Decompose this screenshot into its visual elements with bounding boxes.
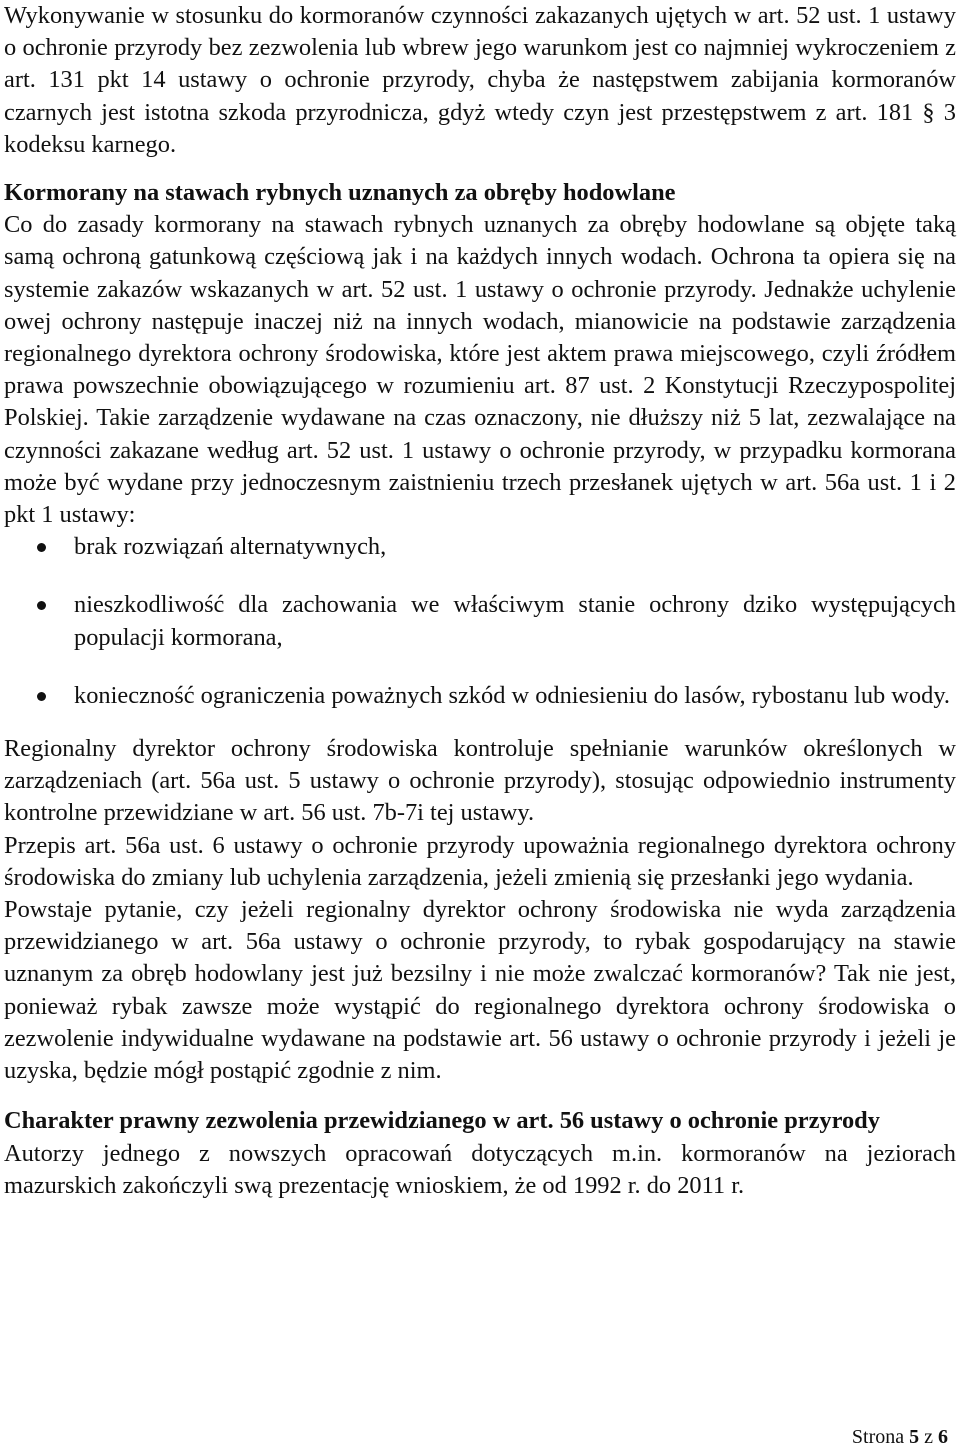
bullet-icon (37, 692, 46, 701)
list-item (4, 589, 956, 653)
list-item-text: konieczność ograniczenia poważnych szkód w odniesieniu do lasów, rybostanu lub wody. (74, 681, 951, 709)
list-item (4, 531, 956, 563)
section-heading-kormorany-stawy: Kormorany na stawach rybnych uznanych za obręby hodowlane (4, 179, 676, 207)
bullet-icon (37, 601, 46, 610)
document-page (4, 0, 956, 1202)
intro-paragraph: Wykonywanie w stosunku do kormoranów czynności zakazanych ujętych w art. 52 ust. 1 ustawy o ochronie przyrody bez zezwolenia lub wbrew jego warunkom jest co najmniej wykroczeniem z art. 131 pkt 14 ustawy o ochronie przyrody, chyba że następstwem zabijania kormoranów czarnych jest istotna szkoda przyrodnicza, gdyż wtedy czyn jest przestępstwem z art. 181 § 3 kodeksu karnego. (4, 2, 956, 158)
total-pages: 6 (938, 1426, 948, 1448)
list-item (4, 680, 956, 712)
page-number (852, 1424, 948, 1450)
conditions-list (4, 531, 956, 712)
page-separator: z (924, 1426, 933, 1448)
page-label: Strona (851, 1426, 905, 1448)
section2-paragraph: Autorzy jednego z nowszych opracowań dotyczących m.in. kormoranów na jeziorach mazurskich zakończyli swą prezentację wnioskiem, że od 1992 r. do 2011 r. (4, 1139, 956, 1199)
section1-paragraph-2: Regionalny dyrektor ochrony środowiska kontroluje spełnianie warunków określonych w zarządzeniach (art. 56a ust. 5 ustawy o ochronie przyrody), stosując odpowiednio instrumenty kontrolne przewidziane w art. 56 ust. 7b-7i tej ustawy. (4, 735, 956, 827)
bullet-icon (37, 543, 46, 552)
list-item-text: nieszkodliwość dla zachowania we właściwym stanie ochrony dziko występujących populacji kormorana, (74, 591, 956, 651)
section-heading-charakter-prawny: Charakter prawny zezwolenia przewidzianego w art. 56 ustawy o ochronie przyrody (4, 1107, 880, 1135)
section1-paragraph-4: Powstaje pytanie, czy jeżeli regionalny dyrektor ochrony środowiska nie wyda zarządzenia przewidzianego w art. 56a ustawy o ochronie przyrody, to rybak gospodarujący na stawie uznanym za obręb hodowlany jest już bezsilny i nie może zwalczać kormoranów? Tak nie jest, ponieważ rybak zawsze może wystąpić do regionalnego dyrektora ochrony środowiska o zezwolenie indywidualne wydawane na podstawie art. 56 ustawy o ochronie przyrody i jeżeli je uzyska, będzie mógł postąpić zgodnie z nim. (4, 896, 956, 1085)
section1-paragraph: Co do zasady kormorany na stawach rybnych uznanych za obręby hodowlane są objęte taką samą ochroną gatunkową częściową jak i na każdych innych wodach. Ochrona ta opiera się na systemie zakazów wskazanych w art. 52 ust. 1 ustawy o ochronie przyrody. Jednakże uchylenie owej ochrony następuje inaczej niż na innych wodach, mianowicie na podstawie zarządzenia regionalnego dyrektora ochrony środowiska, które jest aktem prawa miejscowego, czyli źródłem prawa powszechnie obowiązującego w rozumieniu art. 87 ust. 2 Konstytucji Rzeczypospolitej Polskiej. Takie zarządzenie wydawane na czas oznaczony, nie dłuższy niż 5 lat, zezwalające na czynności zakazane według art. 52 ust. 1 ustawy o ochronie przyrody, w przypadku kormorana może być wydane przy jednoczesnym zaistnieniu trzech przesłanek ujętych w art. 56a ust. 1 i 2 pkt 1 ustawy: (4, 211, 956, 529)
list-item-text: brak rozwiązań alternatywnych, (74, 533, 387, 561)
current-page: 5 (909, 1426, 920, 1448)
section1-paragraph-3: Przepis art. 56a ust. 6 ustawy o ochronie przyrody upoważnia regionalnego dyrektora ochrony środowiska do zmiany lub uchylenia zarządzenia, jeżeli zmienią się przesłanki jego wydania. (4, 831, 956, 891)
